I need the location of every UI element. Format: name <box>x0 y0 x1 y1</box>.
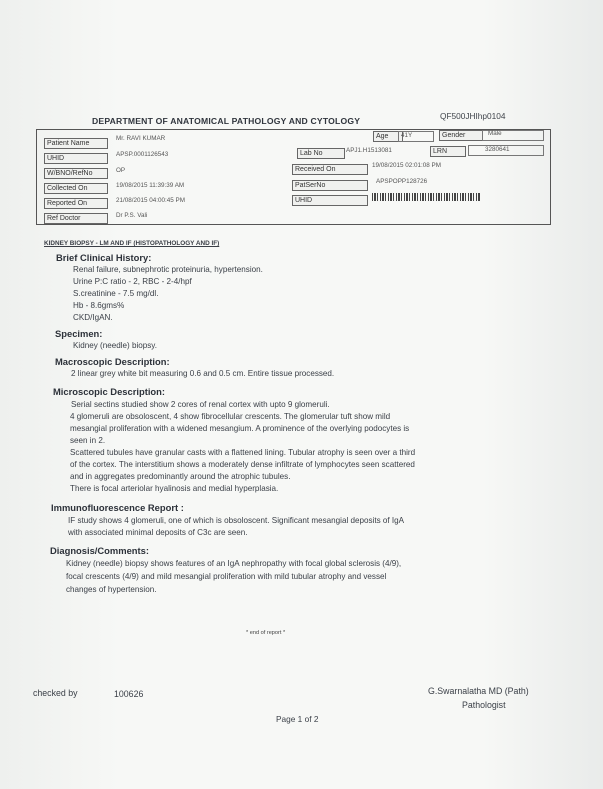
received-on-value: 19/08/2015 02:01:08 PM <box>372 162 441 169</box>
lrn-label: LRN <box>430 146 466 157</box>
wbno-value: OP <box>116 167 126 174</box>
immunofluorescence-line: IF study shows 4 glomeruli, one of which is obsoloscent. Significant mesangial deposits of IgA <box>68 516 405 525</box>
microscopic-heading: Microscopic Description: <box>53 386 166 397</box>
checked-by-label: checked by <box>33 688 78 698</box>
gender-value: Male <box>488 130 502 137</box>
patient-info-box <box>36 129 551 225</box>
microscopic-line: seen in 2. <box>70 436 106 445</box>
collected-on-label: Collected On <box>44 183 108 194</box>
signatory-role: Pathologist <box>462 700 506 710</box>
received-on-label: Received On <box>292 164 368 175</box>
patserno-label: PatSerNo <box>292 180 368 191</box>
macroscopic-text: 2 linear grey white bit measuring 0.6 and 0.5 cm. Entire tissue processed. <box>71 369 335 378</box>
ref-doctor-value: Dr P.S. Vali <box>116 212 148 219</box>
brief-history-line: CKD/IgAN. <box>73 313 113 322</box>
patserno-value: APSPOPP128726 <box>376 178 428 185</box>
uhid2-label: UHID <box>292 195 368 206</box>
lab-no-value: APJ1.H1513081 <box>346 147 392 154</box>
end-of-report: * end of report * <box>246 630 286 636</box>
brief-history-line: S.creatinine - 7.5 mg/dl. <box>73 289 159 298</box>
microscopic-line: Serial sectins studied show 2 cores of renal cortex with upto 9 glomeruli. <box>71 400 330 409</box>
patient-name-label: Patient Name <box>44 138 108 149</box>
brief-history-line: Renal failure, subnephrotic proteinuria, hypertension. <box>73 265 263 274</box>
diagnosis-line: focal crescents (4/9) and mild mesangial proliferation with mild tubular atrophy and vessel <box>66 572 387 581</box>
form-code: QF500JHIhp0104 <box>440 111 506 121</box>
ref-doctor-label: Ref Doctor <box>44 213 108 224</box>
report-title: KIDNEY BIOPSY - LM AND IF (HISTOPATHOLOGY AND IF) <box>44 240 220 247</box>
age-value: 41Y <box>401 132 413 139</box>
reported-on-label: Reported On <box>44 198 108 209</box>
diagnosis-line: Kidney (needle) biopsy shows features of an IgA nephropathy with focal global sclerosis (4/9), <box>66 559 402 568</box>
wbno-label: W/BNO/RefNo <box>44 168 108 179</box>
page-number: Page 1 of 2 <box>276 714 319 724</box>
microscopic-line: Scattered tubules have granular casts with a flattened lining. Tubular atrophy is seen over a third <box>70 448 416 457</box>
signatory-name: G.Swarnalatha MD (Path) <box>428 686 529 696</box>
reported-on-value: 21/08/2015 04:00:45 PM <box>116 197 185 204</box>
brief-history-line: Hb - 8.6gms% <box>73 301 125 310</box>
gender-label: Gender <box>439 130 483 141</box>
microscopic-line: mesangial proliferation with a widened mesangium. A prominence of the overlying podocytes is <box>70 424 410 433</box>
uhid-label: UHID <box>44 153 108 164</box>
patient-name: Mr. RAVI KUMAR <box>116 135 166 142</box>
specimen-heading: Specimen: <box>55 328 103 339</box>
microscopic-line: of the cortex. The interstitium shows a moderately dense infiltrate of lymphocytes seen scattered <box>70 460 415 469</box>
department-title: DEPARTMENT OF ANATOMICAL PATHOLOGY AND CYTOLOGY <box>92 116 361 126</box>
immunofluorescence-line: with associated minimal deposits of C3c are seen. <box>68 528 248 537</box>
microscopic-line: and in aggregates predominantly around the atrophic tubules. <box>70 472 291 481</box>
macroscopic-heading: Macroscopic Description: <box>55 356 170 367</box>
checked-by-id: 100626 <box>114 689 144 699</box>
brief-history-line: Urine P:C ratio - 2, RBC - 2-4/hpf <box>73 277 192 286</box>
diagnosis-line: changes of hypertension. <box>66 585 157 594</box>
immunofluorescence-heading: Immunofluorescence Report : <box>51 502 184 513</box>
microscopic-line: There is focal arteriolar hyalinosis and medial hyperplasia. <box>70 484 279 493</box>
uhid-value: APSP.0001126543 <box>116 151 169 158</box>
age-label: Age <box>373 131 403 142</box>
barcode <box>372 193 480 201</box>
lrn-value: 3280641 <box>485 146 510 153</box>
lab-no-label: Lab No <box>297 148 345 159</box>
specimen-text: Kidney (needle) biopsy. <box>73 341 157 350</box>
collected-on-value: 19/08/2015 11:39:39 AM <box>116 182 185 189</box>
brief-history-heading: Brief Clinical History: <box>56 252 152 263</box>
diagnosis-heading: Diagnosis/Comments: <box>50 545 149 556</box>
microscopic-line: 4 glomeruli are obsoloscent, 4 show fibrocellular crescents. The glomerular tuft show mild <box>70 412 391 421</box>
